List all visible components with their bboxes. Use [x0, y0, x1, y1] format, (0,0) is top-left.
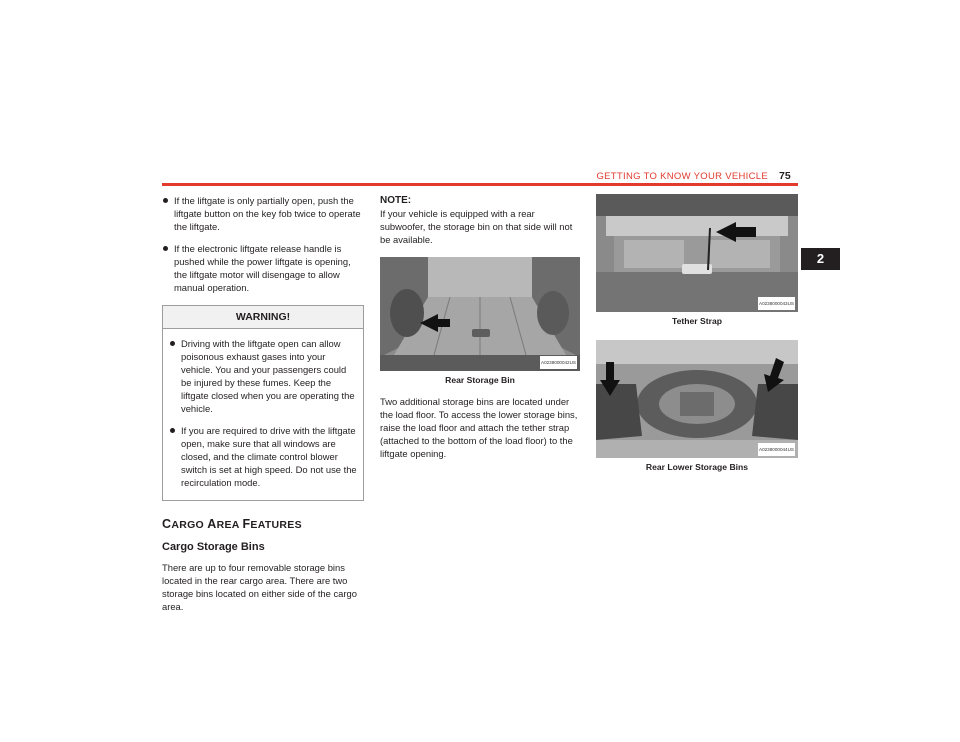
warning-box: [162, 305, 364, 501]
figure-tether-strap: [596, 194, 798, 312]
note-text: If your vehicle is equipped with a rear subwoofer, the storage bin on that side will not be available.: [380, 208, 573, 245]
warning-bullet: If you are required to drive with the liftgate open, make sure that all windows are closed, and the climate control blower switch is set at high speed. Do not use the recirculation mode.: [169, 424, 357, 489]
page-number: 75: [779, 170, 791, 182]
chapter-tab: 2: [801, 248, 840, 270]
column-3: [596, 194, 798, 474]
figure-code: A0238000044US: [758, 443, 795, 456]
tether-strap-image: [596, 194, 798, 312]
warning-title: WARNING!: [163, 306, 363, 329]
paragraph: Two additional storage bins are located under the load floor. To access the lower storage bins, raise the load floor and attach the tether strap (attached to the bottom of the load floor) to the liftgate opening.: [380, 396, 578, 459]
header-rule: [162, 183, 798, 186]
warning-bullet: Driving with the liftgate open can allow poisonous exhaust gases into your vehicle. You and your passengers could be injured by these fumes. Keep the liftgate closed when you are operating the vehicle.: [169, 337, 357, 415]
running-header: GETTING TO KNOW YOUR VEHICLE: [596, 171, 768, 182]
bullet-item: If the electronic liftgate release handle is pushed while the power liftgate is opening, the liftgate motor will disengage to allow manual operation.: [162, 242, 366, 294]
bullet-item: If the liftgate is only partially open, push the liftgate button on the key fob twice to operate the liftgate.: [162, 194, 366, 233]
rear-lower-storage-bins-image: [596, 340, 798, 458]
section-title: CARGO AREA FEATURES: [162, 517, 302, 531]
figure-rear-storage-bin: [380, 257, 580, 371]
figure-caption: Rear Storage Bin: [445, 375, 515, 385]
figure-caption: Tether Strap: [672, 316, 722, 326]
figure-rear-lower-storage-bins: [596, 340, 798, 458]
paragraph: There are up to four removable storage bins located in the rear cargo area. There are two storage bins located on either side of the cargo area.: [162, 562, 357, 612]
column-2: [380, 194, 580, 460]
note-label: NOTE:: [380, 195, 412, 206]
figure-caption: Rear Lower Storage Bins: [645, 462, 749, 472]
column-1: [162, 194, 366, 613]
figure-code: A0238000043US: [758, 297, 795, 310]
figure-code: A0238000042US: [540, 356, 577, 369]
subheading: Cargo Storage Bins: [162, 541, 265, 553]
rear-storage-bin-image: [380, 257, 580, 371]
